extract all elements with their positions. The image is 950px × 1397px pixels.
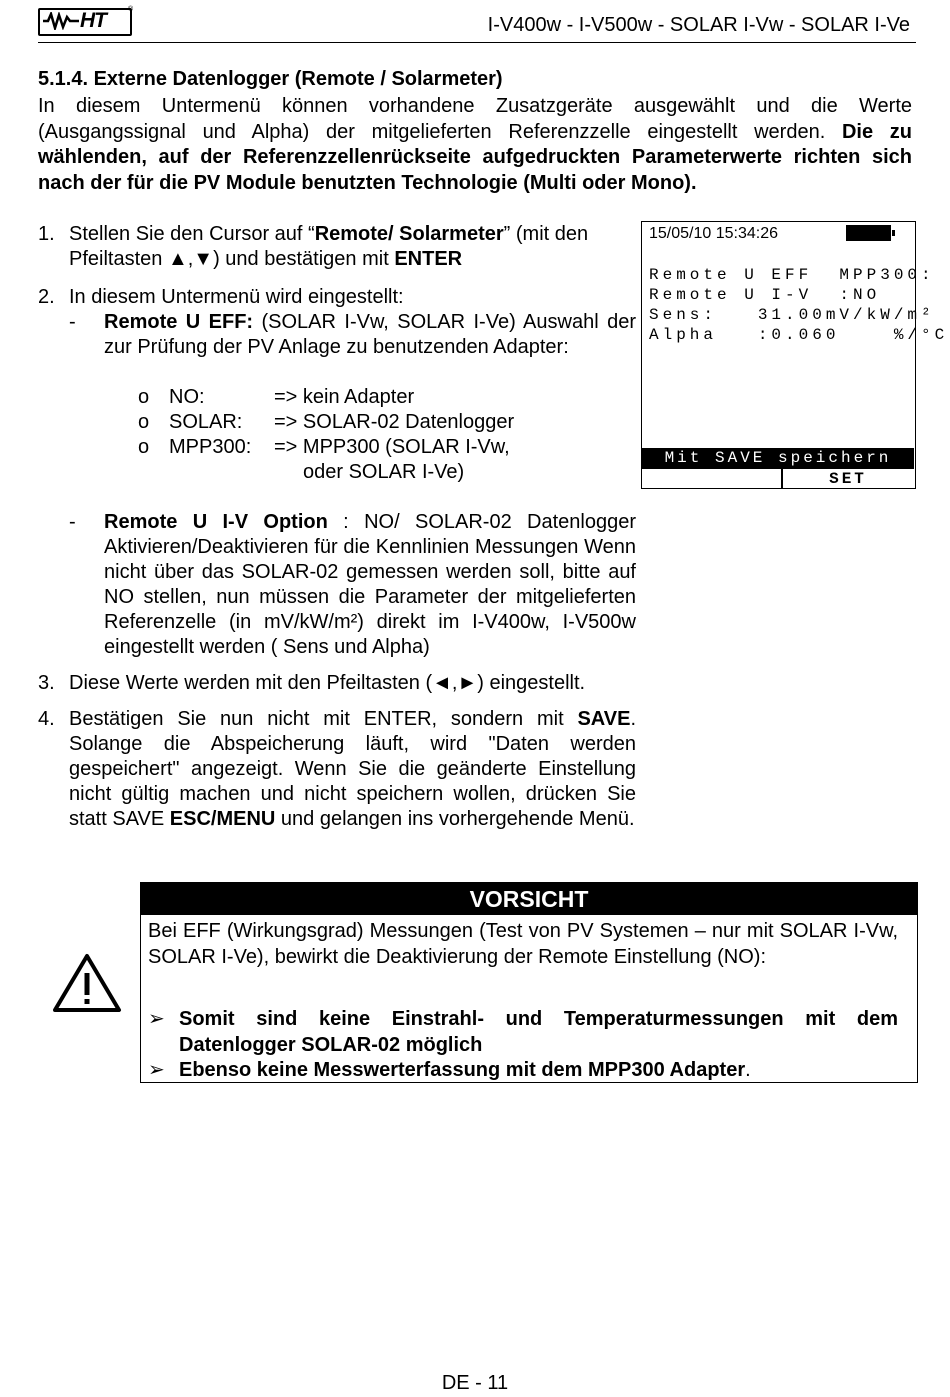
option-value: => MPP300 (SOLAR I-Vw,	[274, 436, 510, 458]
logo-text: HT	[80, 9, 106, 32]
caution-bullet-end: .	[745, 1059, 751, 1081]
option-value: => kein Adapter	[274, 386, 415, 408]
setting-name: Remote U I-V Option	[104, 511, 328, 533]
setting-name: Remote U EFF:	[104, 311, 254, 333]
caution-text: Bei EFF (Wirkungsgrad) Messungen (Test von PV Systemen – nur mit SOLAR I-Vw, SOLAR I-Ve), bewirkt die Deaktivierung der Remote Einstellung (NO):	[148, 920, 898, 968]
arrow-bullet-icon: ➢	[148, 1059, 165, 1081]
option-bullet: o	[138, 386, 150, 408]
step-text: ” (mit den Pfeiltasten ▲,▼) und bestätigen mit	[69, 223, 589, 270]
set-softkey: SET	[829, 470, 867, 488]
option-bullet: o	[138, 411, 150, 433]
step-keyword: ESC/MENU	[169, 808, 276, 830]
intro-plain: In diesem Untermenü können vorhandene Zusatzgeräte ausgewählt und die Werte (Ausgangssignal und Alpha) der mitgelieferten Referenzzelle eingestellt werden.	[38, 95, 912, 143]
logo-registered-mark: ®	[128, 6, 134, 13]
step-text: und gelangen ins vorhergehende Menü.	[275, 808, 635, 830]
section-title: 5.1.4. Externe Datenlogger (Remote / Solarmeter)	[38, 68, 503, 90]
page-number: DE - 11	[441, 1372, 509, 1394]
intro-bold: Die zu wählenden, auf der Referenzzellenrückseite aufgedruckten Parameterwerte richten sich nach der für die PV Module benutzten Technologie (Multi oder Mono).	[38, 120, 913, 194]
option-key: NO:	[169, 386, 205, 408]
battery-icon	[846, 225, 891, 241]
caution-bullet-text: Ebenso keine Messwerterfassung mit dem MPP300 Adapter	[179, 1059, 746, 1081]
option-value: => SOLAR-02 Datenlogger	[274, 411, 515, 433]
step-text: . Solange die Abspeicherung läuft, wird "Daten werden gespeichert" angezeigt. Wenn Sie die geänderte Einstellung nicht gültig machen und nicht speichern wollen, drücken Sie statt SAVE	[69, 708, 636, 830]
header-title: I-V400w - I-V500w - SOLAR I-Vw - SOLAR I-Ve	[487, 14, 910, 36]
step-keyword: SAVE	[577, 708, 631, 730]
caution-bullet-text: Somit sind keine Einstrahl- und Temperaturmessungen mit dem Datenlogger SOLAR-02 möglich	[179, 1008, 898, 1056]
display-line-remote-iv: Remote U I-V :NO	[649, 286, 881, 304]
step-number: 3.	[38, 672, 55, 694]
step-3	[38, 671, 636, 696]
option-bullet: o	[138, 436, 150, 458]
step-text: In diesem Untermenü wird eingestellt:	[69, 286, 404, 308]
option-key: SOLAR:	[169, 411, 243, 433]
display-line-alpha: Alpha :0.060 %/°C	[649, 326, 949, 344]
setting-description: : NO/ SOLAR-02 Datenlogger Aktivieren/Deaktivieren für die Kennlinien Messungen Wenn nicht über das SOLAR-02 gemessen werden soll, bitte auf NO stellen, nun müssen die Parameter der mitgelieferten Referenzelle (in mV/kW/m²) direkt im I-V400w, I-V500w eingestellt werden ( Sens und Alpha)	[104, 511, 637, 658]
caution-bullet	[148, 1007, 898, 1058]
display-line-remote-eff: Remote U EFF MPP300:	[649, 266, 935, 284]
page-header	[38, 0, 916, 43]
remote-u-iv-item	[38, 510, 636, 660]
logo-wave-icon	[43, 12, 79, 30]
option-value: oder SOLAR I-Ve)	[303, 461, 465, 483]
step-number: 1.	[38, 223, 55, 245]
instrument-display	[641, 221, 949, 489]
display-line-sens: Sens: 31.00mV/kW/m²	[649, 306, 935, 324]
step-2	[38, 285, 636, 310]
caution-title: VORSICHT	[141, 883, 917, 915]
step-number: 2.	[38, 286, 55, 308]
warning-triangle-icon	[52, 953, 122, 1013]
caution-box	[140, 882, 918, 1083]
intro-paragraph	[38, 94, 912, 196]
step-text: Bestätigen Sie nun nicht mit ENTER, sondern mit	[69, 708, 578, 730]
ht-logo	[38, 8, 132, 36]
display-datetime: 15/05/10 15:34:26	[649, 225, 779, 242]
step-number: 4.	[38, 708, 55, 730]
remote-u-eff-item	[38, 310, 636, 360]
caution-bullet	[148, 1058, 898, 1084]
dash-bullet: -	[69, 311, 76, 333]
step-1	[38, 222, 636, 272]
dash-bullet: -	[69, 511, 76, 533]
step-keyword: Remote/ Solarmeter	[314, 223, 504, 245]
step-keyword: ENTER	[394, 248, 463, 270]
step-text: Stellen Sie den Cursor auf “	[69, 223, 315, 245]
option-key: MPP300:	[169, 436, 252, 458]
display-save-bar: Mit SAVE speichern	[642, 448, 914, 469]
step-4	[38, 707, 636, 832]
step-text: Diese Werte werden mit den Pfeiltasten (◄,►) eingestellt.	[69, 672, 586, 694]
setting-description: (SOLAR I-Vw, SOLAR I-Ve) Auswahl der zur Prüfung der PV Anlage zu benutzenden Adapter:	[104, 311, 636, 358]
caution-bullets	[148, 1007, 898, 1084]
arrow-bullet-icon: ➢	[148, 1008, 165, 1030]
